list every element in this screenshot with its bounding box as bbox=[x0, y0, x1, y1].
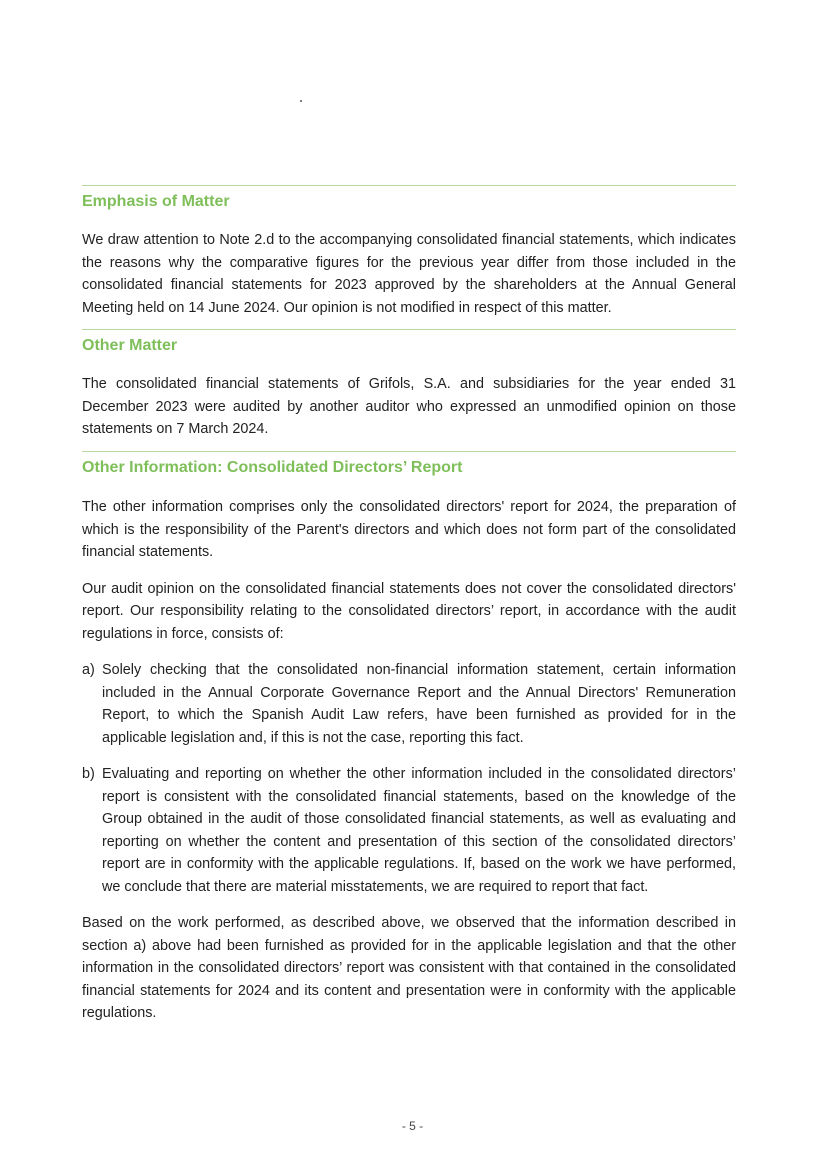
section-heading: Other Matter bbox=[82, 337, 178, 354]
list-item-a bbox=[82, 659, 736, 749]
list-marker: b) bbox=[82, 766, 95, 782]
other-matter-section bbox=[82, 329, 736, 441]
section-divider bbox=[82, 185, 736, 186]
paragraph: The consolidated financial statements of Grifols, S.A. and subsidiaries for the year ended 31 December 2023 were audited by another auditor who expressed an unmodified opinion on those statements on 7 March 2024. bbox=[82, 376, 736, 437]
paragraph: Based on the work performed, as described above, we observed that the information described in section a) above had been furnished as provided for in the applicable legislation and that the other information in the consolidated directors’ report was consistent with that contained in the consolidated financial statements for 2024 and its content and presentation were in conformity with the applicable regulations. bbox=[82, 915, 736, 1021]
stray-dot-mark bbox=[300, 100, 302, 102]
list-marker: a) bbox=[82, 662, 95, 678]
list-item-text: Evaluating and reporting on whether the other information included in the consolidated directors’ report is consistent with the consolidated financial statements, based on the knowledge of the Group obtained in the audit of those consolidated financial statements, as well as evaluating and reporting on whether the content and presentation of this section of the consolidated directors’ report are in conformity with the applicable regulations. If, based on the work we have performed, we conclude that there are material misstatements, we are required to report that fact. bbox=[102, 766, 736, 895]
paragraph: We draw attention to Note 2.d to the accompanying consolidated financial statements, which indicates the reasons why the comparative figures for the previous year differ from those included in the consolidated financial statements for 2023 approved by the shareholders at the Annual General Meeting held on 14 June 2024. Our opinion is not modified in respect of this matter. bbox=[82, 232, 736, 316]
section-heading: Emphasis of Matter bbox=[82, 193, 230, 210]
emphasis-of-matter-section bbox=[82, 185, 736, 319]
section-divider bbox=[82, 329, 736, 330]
paragraph: Our audit opinion on the consolidated financial statements does not cover the consolidated directors' report. Our responsibility relating to the consolidated directors’ report, in accordance with the audit regulations in force, consists of: bbox=[82, 580, 736, 642]
paragraph: The other information comprises only the consolidated directors' report for 2024, the preparation of which is the responsibility of the Parent's directors and which does not form part of the consolidated financial statements. bbox=[82, 499, 736, 560]
page-number: - 5 - bbox=[401, 1119, 424, 1133]
list-item-text: Solely checking that the consolidated non-financial information statement, certain information included in the Annual Corporate Governance Report and the Annual Directors' Remuneration Report, to which the Spanish Audit Law refers, have been furnished as provided for in the applicable legislation and, if this is not the case, reporting this fact. bbox=[102, 662, 736, 746]
section-divider bbox=[82, 451, 736, 452]
list-item-b bbox=[82, 763, 736, 898]
section-heading: Other Information: Consolidated Directors’ Report bbox=[82, 459, 463, 476]
other-information-section bbox=[82, 451, 736, 1025]
